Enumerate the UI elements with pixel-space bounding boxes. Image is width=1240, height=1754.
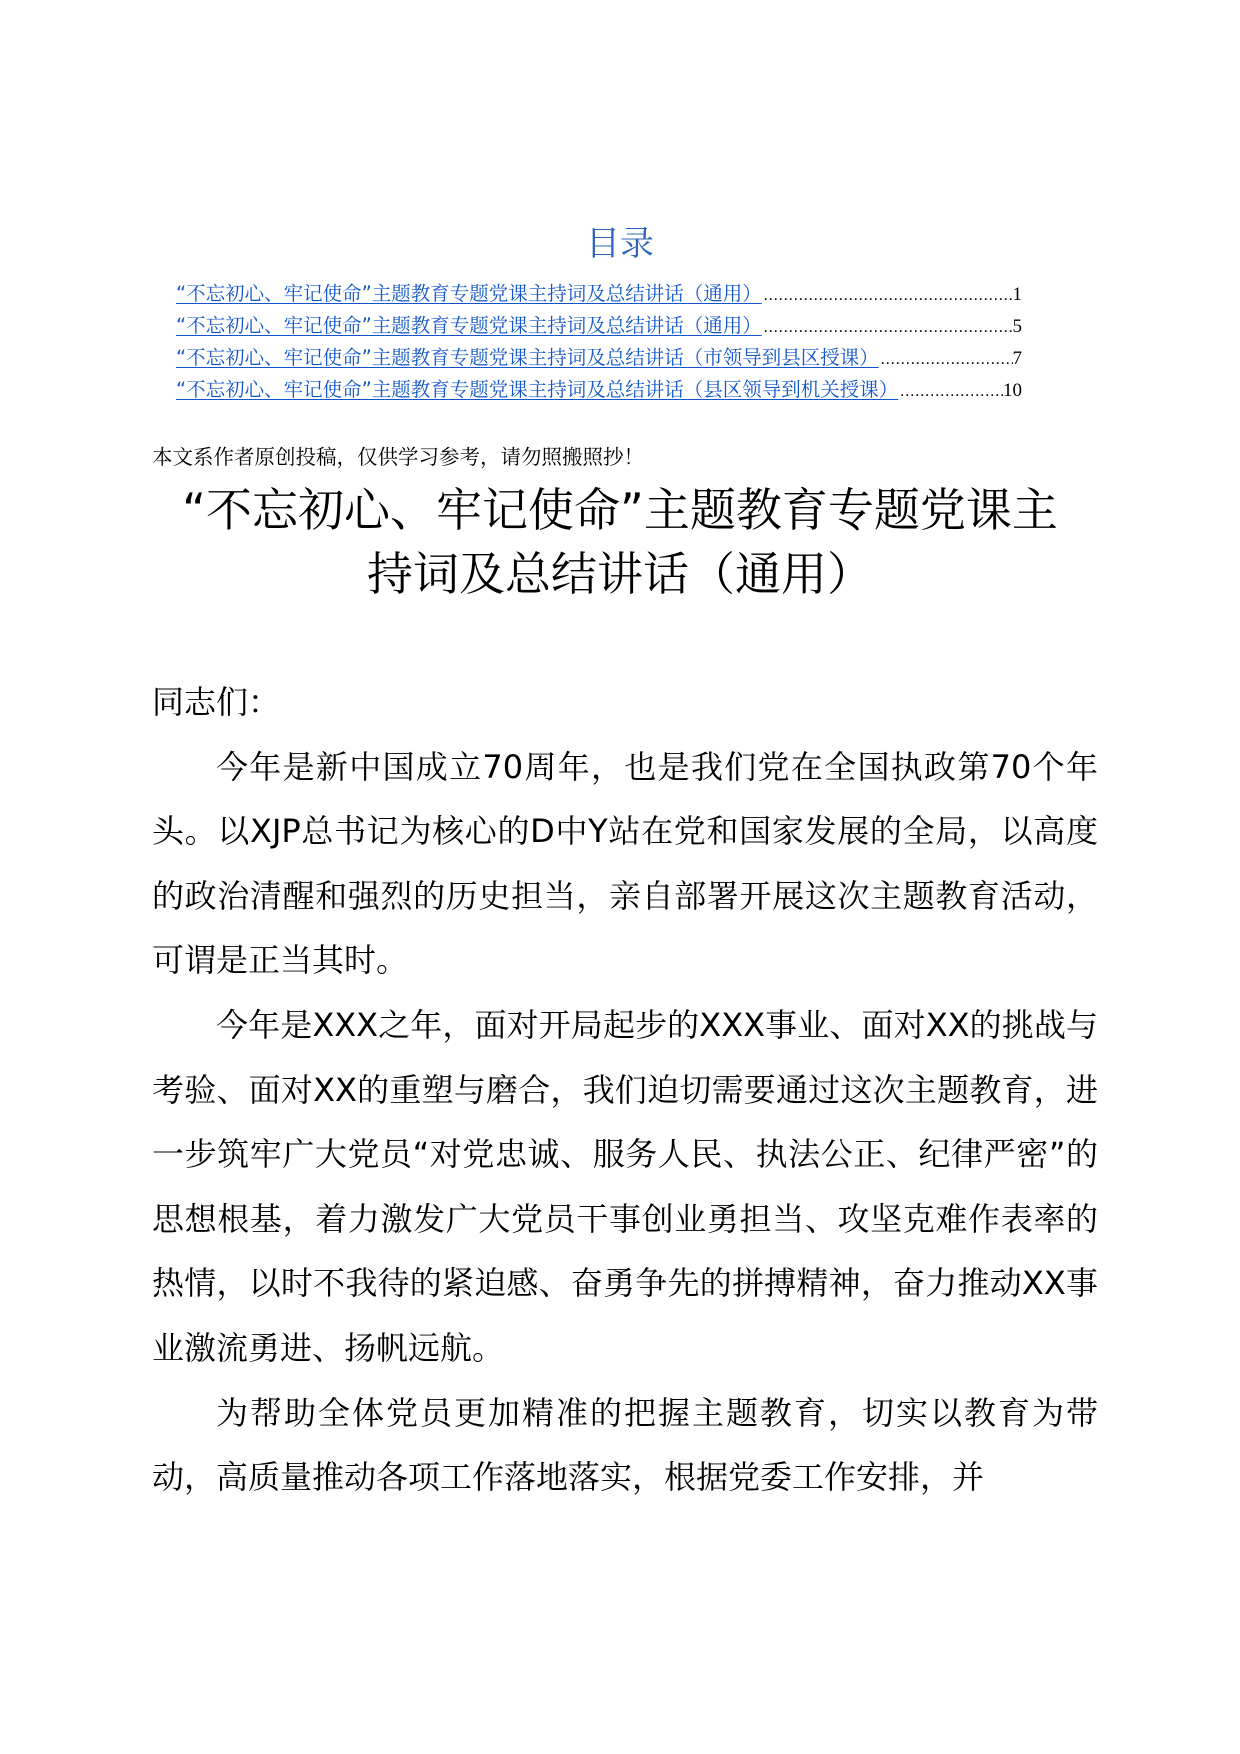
toc-entry[interactable]	[176, 278, 1022, 310]
toc-entry[interactable]	[176, 342, 1022, 374]
toc-page-number: 10	[1003, 380, 1022, 401]
body-paragraph: 为帮助全体党员更加精准的把握主题教育，切实以教育为带动，高质量推动各项工作落地落实，根据党委工作安排，并	[152, 1393, 1098, 1497]
document-title-line: “不忘初心、牢记使命”主题教育专题党课主	[182, 483, 1058, 537]
toc-entry[interactable]	[176, 310, 1022, 342]
toc-page-number: 7	[1012, 348, 1022, 369]
toc-heading: 目录	[586, 224, 654, 264]
toc-entry-link[interactable]: “不忘初心、牢记使命”主题教育专题党课主持词及总结讲话（市领导到县区授课）	[176, 346, 879, 369]
body-paragraph: 今年是XXX之年，面对开局起步的XXX事业、面对XX的挑战与考验、面对XX的重塑与磨合，我们迫切需要通过这次主题教育，进一步筑牢广大党员“对党忠诚、服务人民、执法公正、纪律严密”的思想根基，着力激发广大党员干事创业勇担当、攻坚克难作表率的热情，以时不我待的紧迫感、奋勇争先的拼搏精神，奋力推动XX事业激流勇进、扬帆远航。	[152, 1005, 1098, 1367]
toc-page-number: 5	[1012, 316, 1022, 337]
table-of-contents	[176, 278, 1022, 406]
toc-dot-leader	[881, 344, 1013, 376]
toc-entry-link[interactable]: “不忘初心、牢记使命”主题教育专题党课主持词及总结讲话（县区领导到机关授课）	[176, 378, 899, 401]
document-body	[152, 670, 1098, 1510]
copyright-notice: 本文系作者原创投稿，仅供学习参考，请勿照搬照抄！	[152, 445, 644, 469]
body-paragraph: 今年是新中国成立70周年，也是我们党在全国执政第70个年头。以XJP总书记为核心的D中Y站在党和国家发展的全局，以高度的政治清醒和强烈的历史担当，亲自部署开展这次主题教育活动，可谓是正当其时。	[152, 747, 1098, 980]
toc-page-number: 1	[1012, 284, 1022, 305]
toc-dot-leader	[764, 312, 1013, 344]
document-title-line: 持词及总结讲话（通用）	[367, 547, 873, 601]
toc-entry-link[interactable]: “不忘初心、牢记使命”主题教育专题党课主持词及总结讲话（通用）	[176, 282, 762, 305]
salutation: 同志们：	[152, 683, 281, 721]
toc-dot-leader	[900, 376, 1003, 408]
toc-entry-link[interactable]: “不忘初心、牢记使命”主题教育专题党课主持词及总结讲话（通用）	[176, 314, 762, 337]
document-title	[140, 478, 1100, 606]
toc-entry[interactable]	[176, 374, 1022, 406]
toc-dot-leader	[764, 280, 1013, 312]
